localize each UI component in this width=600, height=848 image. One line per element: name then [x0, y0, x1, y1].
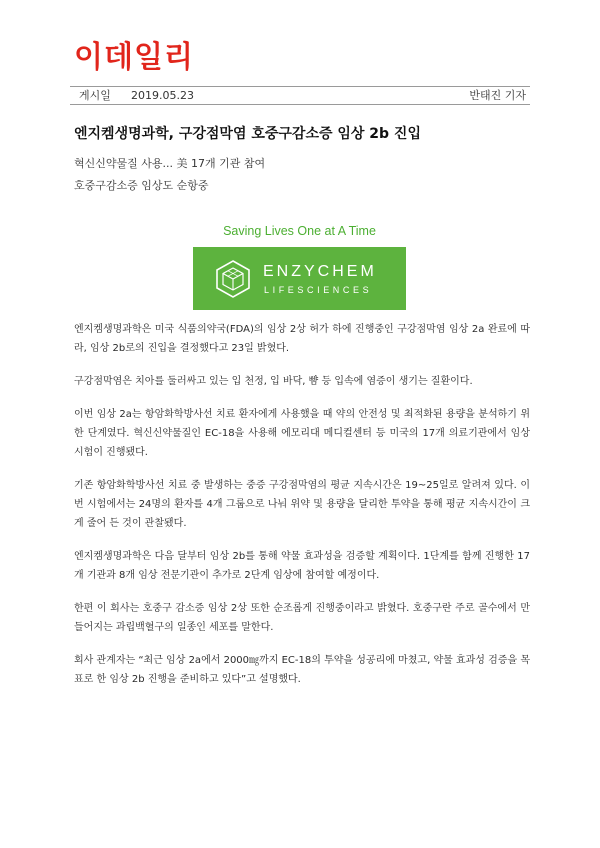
image-tagline: Saving Lives One at A Time [223, 224, 376, 238]
reporter-name: 반태진 기자 [469, 89, 526, 102]
publish-date: 2019.05.23 [131, 89, 194, 102]
hexagon-cube-icon [215, 259, 251, 299]
posted-label: 게시일 [79, 89, 111, 102]
publisher-logo: 이데일리 [74, 40, 194, 75]
article-subhead: 혁신신약물질 사용... 美 17개 기관 참여 [74, 157, 266, 170]
article-paragraph: 기존 항암화학방사선 치료 중 발생하는 중증 구강점막염의 평균 지속시간은 19~25일로 알려져 있다. 이번 시험에서는 24명의 환자를 4개 그룹으로 나눠 위약 및 용량을 달리한 투약을 통해 평균 지속시간이 크게 줄어 든 것이 관찰됐다. [74, 480, 530, 529]
article-headline: 엔지켐생명과학, 구강점막염 호중구감소증 임상 2b 진입 [74, 126, 421, 142]
article-subhead: 호중구감소증 임상도 순항중 [74, 179, 209, 192]
article-paragraph: 회사 관계자는 “최근 임상 2a에서 2000㎎까지 EC-18의 투약을 성공리에 마쳤고, 약물 효과성 검증을 목표로 한 임상 2b 진행을 준비하고 있다”고 설명했다. [74, 655, 530, 685]
article-image [193, 219, 406, 310]
article-paragraph: 엔지켐생명과학은 미국 식품의약국(FDA)의 임상 2상 허가 하에 진행중인 구강점막염 임상 2a 완료에 따라, 임상 2b로의 진입을 결정했다고 23일 밝혔다. [74, 324, 530, 354]
brand-name: ENZYCHEM [263, 263, 377, 280]
article-paragraph: 구강점막염은 치아를 둘러싸고 있는 입 천정, 입 바닥, 뺨 등 입속에 염증이 생기는 질환이다. [74, 376, 473, 387]
article-paragraph: 엔지켐생명과학은 다음 달부터 임상 2b를 통해 약물 효과성을 검증할 계획이다. 1단계를 함께 진행한 17개 기관과 8개 임상 전문기관이 추가로 2단계 임상에 참여할 예정이다. [74, 551, 530, 581]
header-divider-bottom [70, 104, 530, 105]
brand-subtitle: LIFESCIENCES [264, 285, 373, 295]
header-divider-top [70, 86, 530, 87]
article-paragraph: 이번 임상 2a는 항암화학방사선 치료 환자에게 사용했을 때 약의 안전성 및 최적화된 용량을 분석하기 위한 단계였다. 혁신신약물질인 EC-18을 사용해 에모리대 메디컬센터 등 미국의 17개 의료기관에서 임상시험이 진행됐다. [74, 409, 530, 458]
brand-banner [193, 247, 406, 310]
article-paragraph: 한편 이 회사는 호중구 감소증 임상 2상 또한 순조롭게 진행중이라고 밝혔다. 호중구란 주로 골수에서 만들어지는 과립백혈구의 일종인 세포를 말한다. [74, 603, 530, 633]
